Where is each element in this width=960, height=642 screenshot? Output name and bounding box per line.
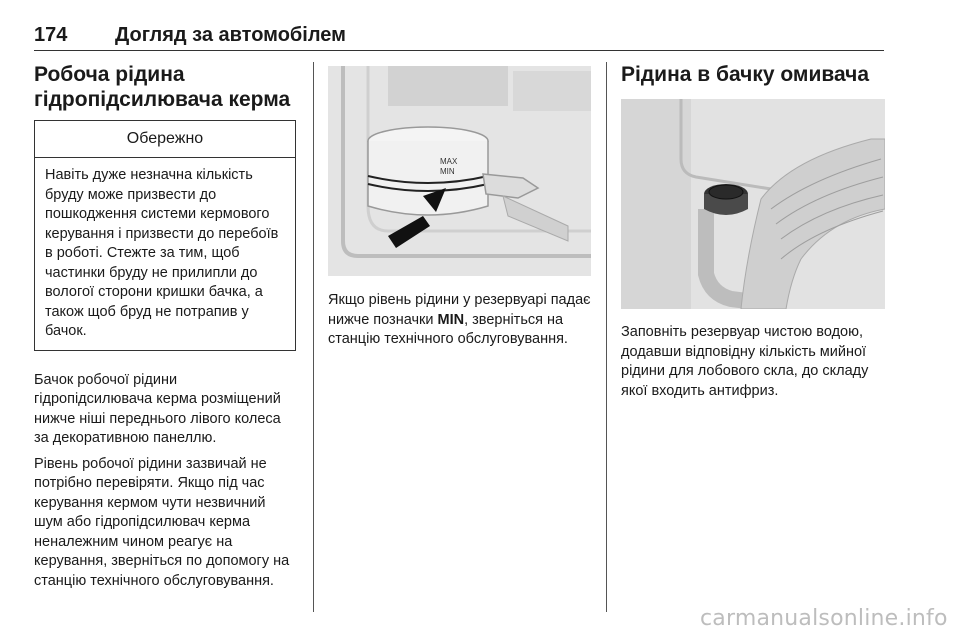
- max-label: MAX: [440, 157, 458, 166]
- page-number: 174: [34, 24, 68, 46]
- washer-caption: Заповніть резервуар чистою водою, додавши відповідну кількість мийної рідини для лобового скла, до складу якої входить антифриз.: [621, 324, 869, 399]
- watermark: carmanualsonline.info: [700, 606, 948, 631]
- min-mark: MIN: [437, 311, 465, 328]
- fluid-level-paragraph: Рівень робочої рідини зазвичай не потрібно перевіряти. Якщо під час керування кермом чути незвичний шум або гідропідсилювач керма неналежним чином реагує на керування, зверніться по допомогу на станцію технічного обслуговування.: [34, 455, 290, 589]
- steering-reservoir-illustration: [328, 66, 591, 276]
- washer-fluid-heading: Рідина в бачку омивача: [621, 63, 870, 86]
- min-label: MIN: [440, 167, 455, 176]
- column-divider-2: [606, 62, 607, 612]
- column-divider-1: [313, 62, 314, 612]
- reservoir-drawing: [328, 66, 591, 276]
- middle-column: [328, 62, 592, 350]
- middle-caption: Якщо рівень рідини у резервуарі падає нижче позначки MIN, зверніться на станцію технічного обслуговування.: [328, 292, 591, 347]
- reservoir-location-paragraph: Бачок робочої рідини гідропідсилювача керма розміщений нижче ніші переднього лівого колеса за декоративною панеллю.: [34, 371, 281, 446]
- power-steering-heading: Робоча рідина гідропідсилювача керма: [34, 63, 291, 111]
- washer-reservoir-illustration: [621, 99, 885, 309]
- washer-drawing: [621, 99, 885, 309]
- right-column: [621, 62, 885, 401]
- caution-text: Навіть дуже незначна кількість бруду може призвести до пошкодження системи кермового керування і призвести до перебоїв в роботі. Стежте за тим, щоб частинки бруду не прилипли до вологої сторони кришки бачка, а також щоб бруд не потрапив у бачок.: [45, 167, 279, 339]
- section-title: Догляд за автомобілем: [115, 24, 346, 46]
- caution-title: Обережно: [35, 121, 295, 158]
- caution-box: [34, 120, 296, 351]
- page-header: [34, 20, 884, 51]
- left-column: [34, 62, 298, 591]
